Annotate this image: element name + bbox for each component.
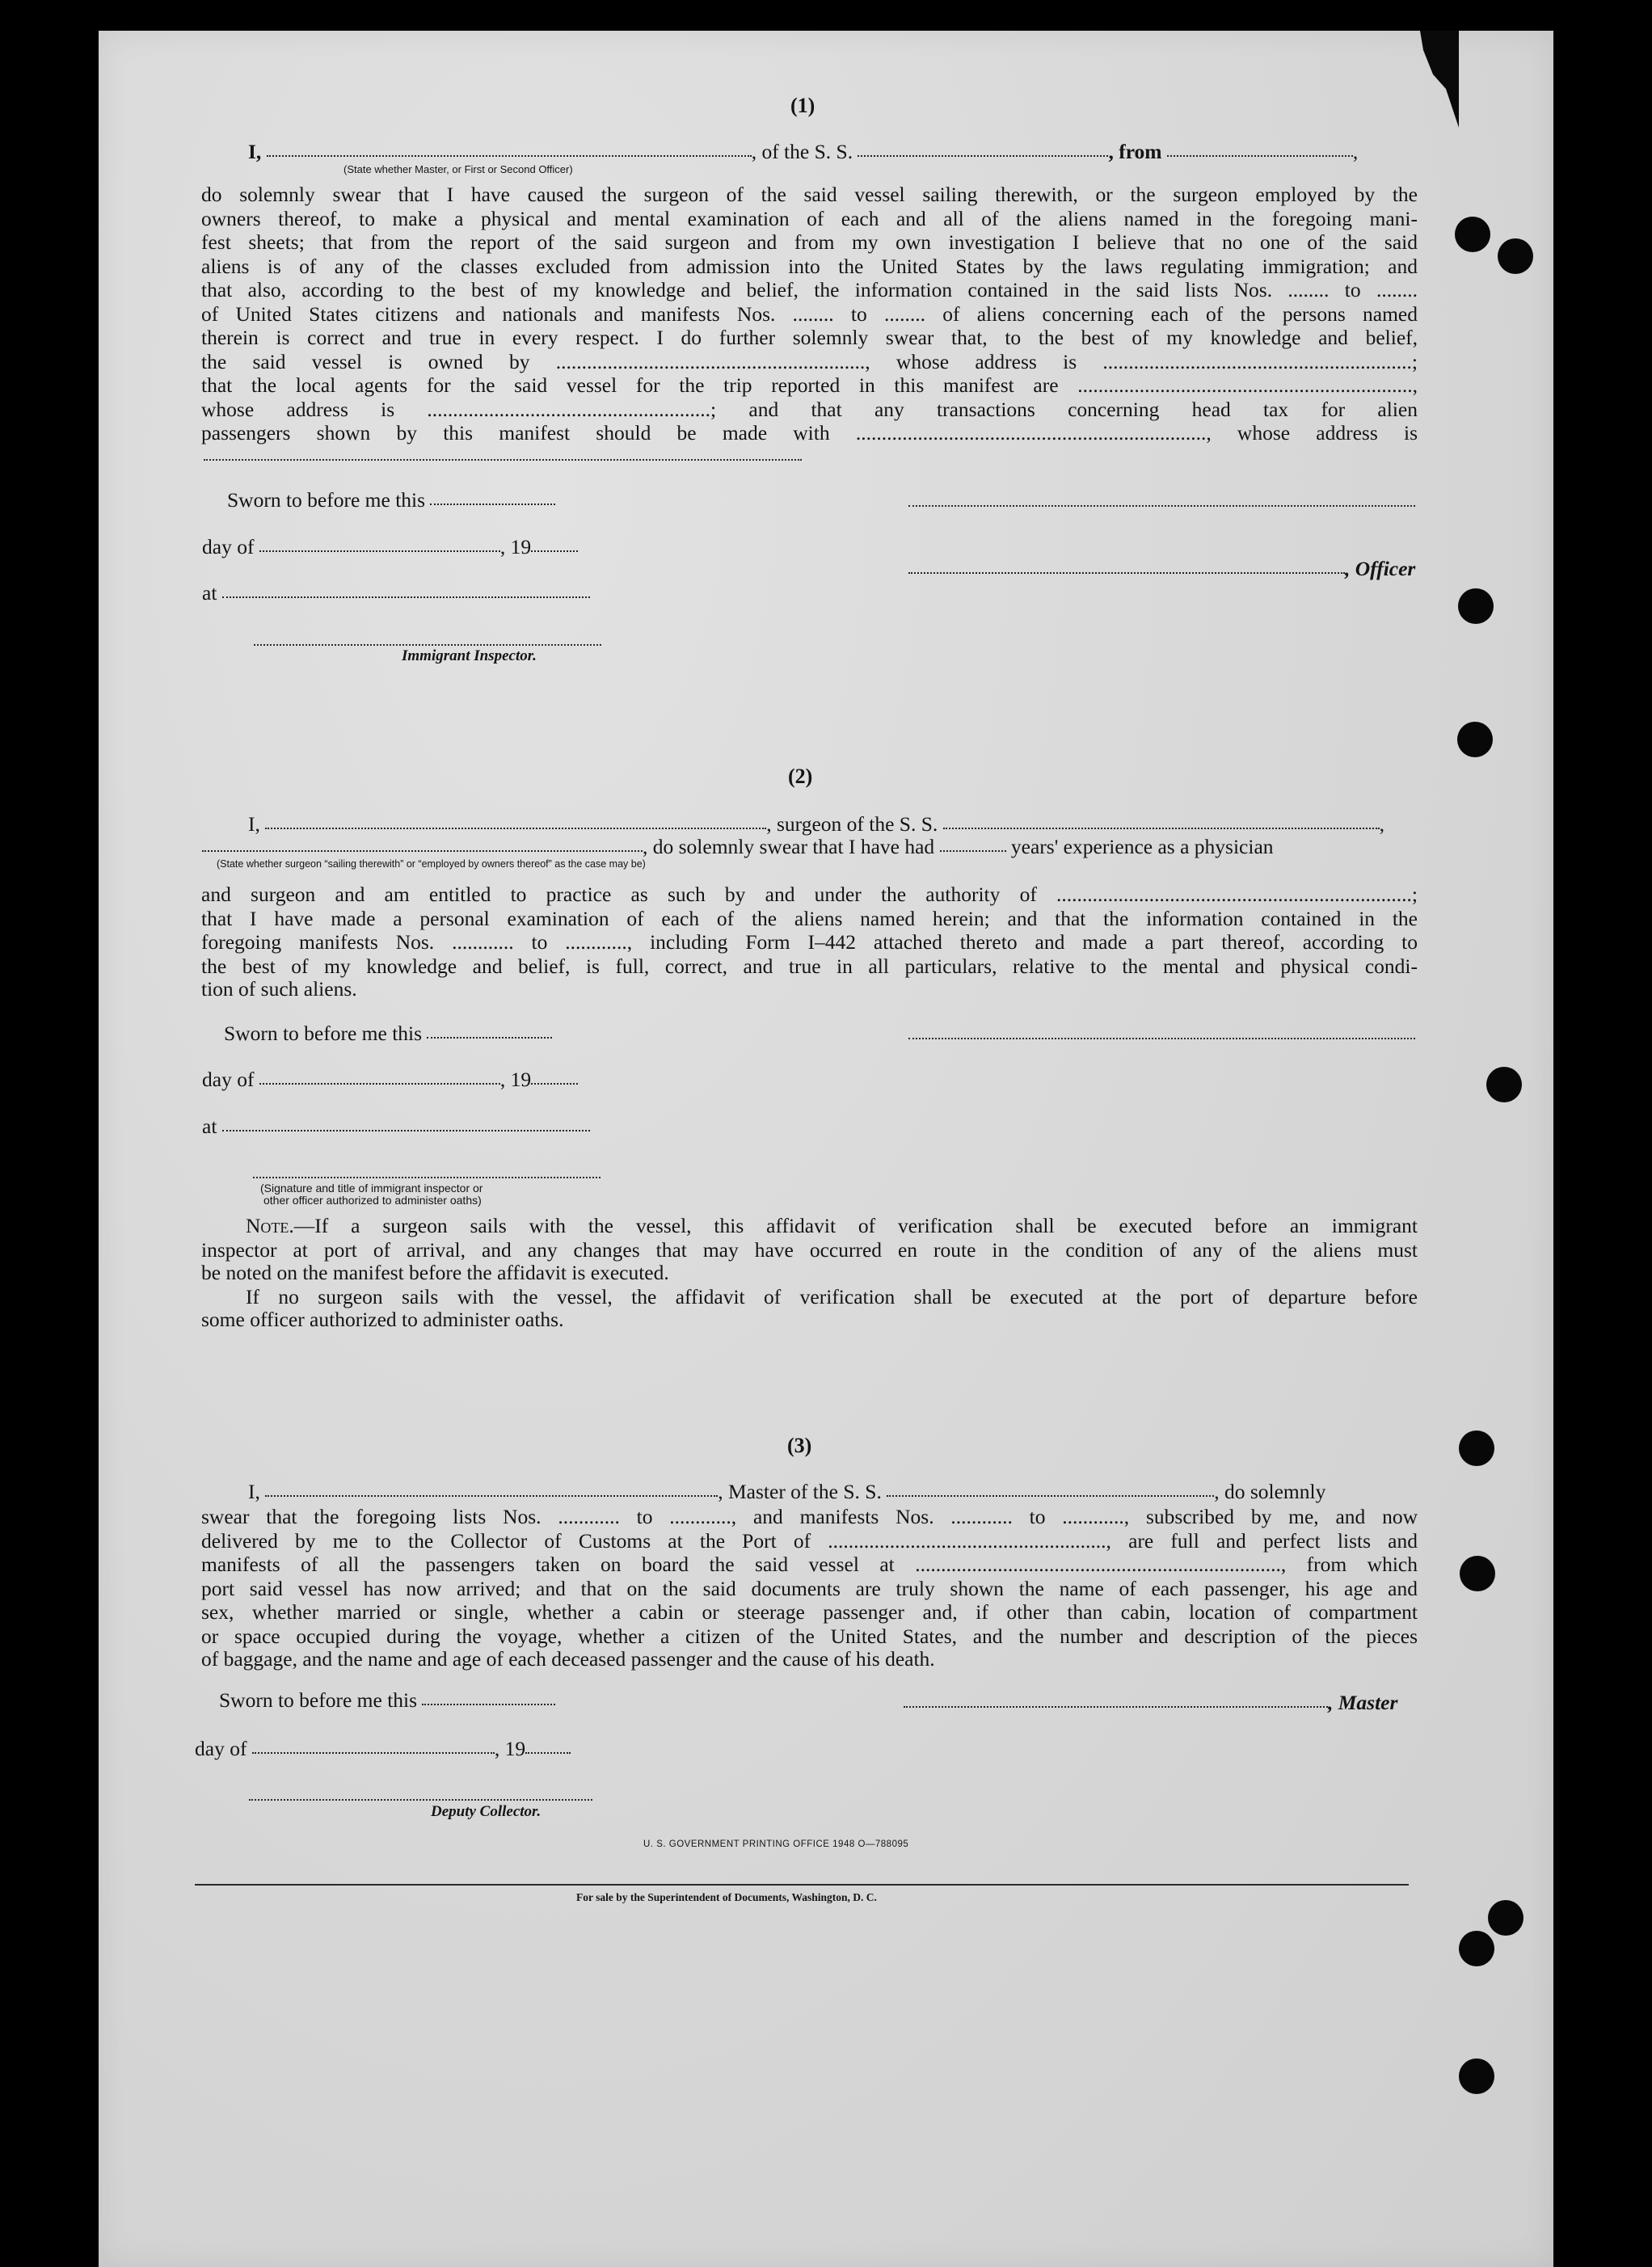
- paragraph-line: aliens is of any of the classes excluded from admission into the United States by the laws regulating immigration; and: [201, 254, 1418, 278]
- paragraph-line: of United States citizens and nationals and manifests Nos. ........ to ........ of aliens concerning each of the persons named: [201, 301, 1418, 326]
- text: ,: [1352, 140, 1359, 163]
- for-sale-line: For sale by the Superintendent of Documents, Washington, D. C.: [576, 1891, 877, 1903]
- blank-field[interactable]: [202, 850, 643, 852]
- text: Sworn to before me this: [224, 1022, 423, 1045]
- paragraph-line: tion of such aliens.: [201, 977, 357, 1001]
- blank-field[interactable]: [265, 1495, 718, 1497]
- section-number: (2): [788, 765, 813, 788]
- text: , 19: [499, 1068, 532, 1091]
- paragraph-line: manifests of all the passengers taken on board the said vessel at ......................................................................., from which: [201, 1553, 1418, 1576]
- day-line: [195, 1738, 571, 1760]
- paragraph-line: whose address is .......................................................; and that any transactions concerning head tax for alien: [201, 397, 1418, 421]
- blank-field[interactable]: [222, 1130, 590, 1131]
- sworn-line: [219, 1689, 555, 1712]
- paragraph-line: the best of my knowledge and belief, is full, correct, and true in all particulars, relative to the mental and physical condi-: [201, 954, 1418, 978]
- text: , 19: [499, 535, 532, 558]
- oath-line-2: [202, 836, 1274, 858]
- text: day of: [202, 535, 255, 558]
- text: , Master of the S. S.: [718, 1480, 882, 1503]
- blank-field[interactable]: [427, 1037, 552, 1039]
- signature-line[interactable]: [908, 1038, 1415, 1039]
- collector-label: Deputy Collector.: [431, 1803, 542, 1820]
- text: Sworn to before me this: [219, 1688, 418, 1712]
- signature-line[interactable]: [908, 505, 1415, 507]
- paragraph-line: inspector at port of arrival, and any changes that may have occurred en route in the condition of any of the aliens must: [201, 1237, 1418, 1262]
- paragraph-line: If no surgeon sails with the vessel, the affidavit of verification shall be executed at the port of departure before: [246, 1285, 1418, 1308]
- text: , do solemnly swear that I have had: [643, 835, 935, 858]
- note-label: Note.: [246, 1214, 294, 1237]
- paragraph-line: [246, 1214, 1418, 1238]
- officer-line: [908, 558, 1415, 580]
- text: Sworn to before me this: [227, 488, 426, 512]
- blank-field[interactable]: [204, 459, 802, 461]
- signature-note: other officer authorized to administer oaths): [263, 1194, 482, 1207]
- paragraph-line: that the local agents for the said vessel for the trip reported in this manifest are .................................................................,: [201, 373, 1418, 397]
- oath-line-1: [248, 1481, 1325, 1503]
- text: years' experience as a physician: [1010, 835, 1274, 858]
- signature-line[interactable]: [904, 1706, 1328, 1708]
- text: , surgeon of the S. S.: [766, 812, 938, 836]
- blank-field[interactable]: [252, 1752, 495, 1754]
- footer-rule: [195, 1884, 1409, 1886]
- text: , do solemnly: [1214, 1480, 1326, 1503]
- blank-field[interactable]: [887, 1495, 1214, 1497]
- blank-field[interactable]: [265, 828, 766, 829]
- punch-hole: [1460, 1556, 1495, 1591]
- signature-line[interactable]: [253, 1177, 601, 1178]
- blank-field[interactable]: [1167, 155, 1353, 157]
- paragraph-line: do solemnly swear that I have caused the surgeon of the said vessel sailing therewith, or the surgeon employed by the: [201, 183, 1418, 206]
- paragraph-line: that I have made a personal examination of each of the aliens named herein; and that the information contained in the: [201, 906, 1418, 930]
- text: , 19: [494, 1737, 526, 1760]
- punch-hole: [1458, 588, 1494, 624]
- text: day of: [202, 1068, 255, 1091]
- master-line: [904, 1692, 1397, 1714]
- paragraph-line: some officer authorized to administer oaths.: [201, 1308, 564, 1331]
- blank-field[interactable]: [940, 850, 1006, 852]
- printing-office-line: U. S. GOVERNMENT PRINTING OFFICE 1948 O—788095: [643, 1839, 909, 1849]
- text: day of: [195, 1737, 247, 1760]
- paragraph-line: of baggage, and the name and age of each deceased passenger and the cause of his death.: [201, 1647, 935, 1671]
- sworn-line: [227, 489, 555, 512]
- punch-hole: [1498, 238, 1533, 274]
- inspector-label: Immigrant Inspector.: [402, 647, 537, 664]
- text: at: [202, 581, 217, 605]
- paragraph-line: swear that the foregoing lists Nos. ............ to ............, and manifests Nos. ............ to ............, subscribed by me, and now: [201, 1505, 1418, 1528]
- paragraph-line: and surgeon and am entitled to practice as such by and under the authority of .....................................................................;: [201, 883, 1418, 906]
- blank-field[interactable]: [531, 550, 578, 552]
- text: , Officer: [1345, 557, 1416, 580]
- blank-field[interactable]: [222, 596, 590, 598]
- sworn-line: [224, 1022, 552, 1045]
- punch-hole: [1459, 1931, 1494, 1966]
- punch-hole: [1459, 1431, 1494, 1466]
- blank-field[interactable]: [858, 155, 1108, 157]
- paragraph-line: passengers shown by this manifest should be made with ...................................................................., whose address is: [201, 421, 1418, 445]
- punch-hole: [1488, 1900, 1523, 1936]
- paragraph-line: owners thereof, to make a physical and mental examination of each and all of the aliens named in the foregoing mani-: [201, 206, 1418, 230]
- paragraph-line: therein is correct and true in every respect. I do further solemnly swear that, to the best of my knowledge and belief,: [201, 326, 1418, 349]
- text: I,: [248, 812, 260, 836]
- blank-field[interactable]: [531, 1083, 578, 1085]
- paragraph-line: port said vessel has now arrived; and that on the said documents are truly shown the name of each passenger, his age and: [201, 1576, 1418, 1600]
- paragraph-line: or space occupied during the voyage, whether a citizen of the United States, and the number and description of the pieces: [201, 1624, 1418, 1648]
- text: , from: [1108, 140, 1162, 163]
- paragraph-line: sex, whether married or single, whether a cabin or steerage passenger and, if other than cabin, location of compartment: [201, 1600, 1418, 1624]
- day-line: [202, 536, 578, 558]
- blank-field[interactable]: [525, 1752, 571, 1754]
- day-line: [202, 1068, 578, 1091]
- text: —If a surgeon sails with the vessel, this affidavit of verification shall be executed before an immigrant: [293, 1214, 1418, 1237]
- text: ,: [1379, 812, 1385, 836]
- text: I,: [248, 140, 262, 163]
- paragraph-line: delivered by me to the Collector of Customs at the Port of ......................................................, are full and perfect lists and: [201, 1528, 1418, 1553]
- blank-field[interactable]: [259, 1083, 500, 1085]
- text: at: [202, 1115, 217, 1138]
- punch-hole: [1455, 217, 1490, 252]
- oath-line-1: [248, 141, 1358, 163]
- signature-line[interactable]: [249, 1799, 592, 1801]
- punch-hole: [1486, 1067, 1522, 1102]
- paragraph-line: fest sheets; that from the report of the said surgeon and from my own investigation I believe that no one of the said: [201, 230, 1418, 254]
- text: , of the S. S.: [751, 140, 853, 163]
- paragraph-line: the said vessel is owned by ............................................................, whose address is ............................................................;: [201, 349, 1418, 373]
- section-number: (1): [790, 94, 815, 117]
- paragraph-line: be noted on the manifest before the affidavit is executed.: [201, 1261, 669, 1284]
- text: , Master: [1328, 1691, 1398, 1714]
- blank-field[interactable]: [430, 504, 555, 505]
- oath-line-1: [248, 813, 1384, 836]
- field-note: (State whether surgeon “sailing therewith” or “employed by owners thereof” as the case may be): [217, 858, 646, 870]
- blank-field[interactable]: [259, 550, 500, 552]
- blank-field[interactable]: [943, 828, 1380, 829]
- blank-field[interactable]: [267, 155, 752, 157]
- section-number: (3): [787, 1434, 812, 1457]
- punch-hole: [1459, 2058, 1494, 2094]
- at-line: [202, 582, 590, 605]
- field-note: (State whether Master, or First or Second Officer): [343, 163, 573, 175]
- text: I,: [248, 1480, 260, 1503]
- paragraph-line: foregoing manifests Nos. ............ to ............, including Form I–442 attached thereto and made a part thereof, according to: [201, 930, 1418, 954]
- punch-hole: [1457, 722, 1493, 757]
- signature-line[interactable]: [908, 572, 1345, 574]
- signature-note: (Signature and title of immigrant inspector or: [260, 1182, 483, 1195]
- at-line: [202, 1115, 590, 1138]
- blank-field[interactable]: [422, 1704, 555, 1705]
- paragraph-line: that also, according to the best of my knowledge and belief, the information contained in the said lists Nos. ........ to ........: [201, 278, 1418, 301]
